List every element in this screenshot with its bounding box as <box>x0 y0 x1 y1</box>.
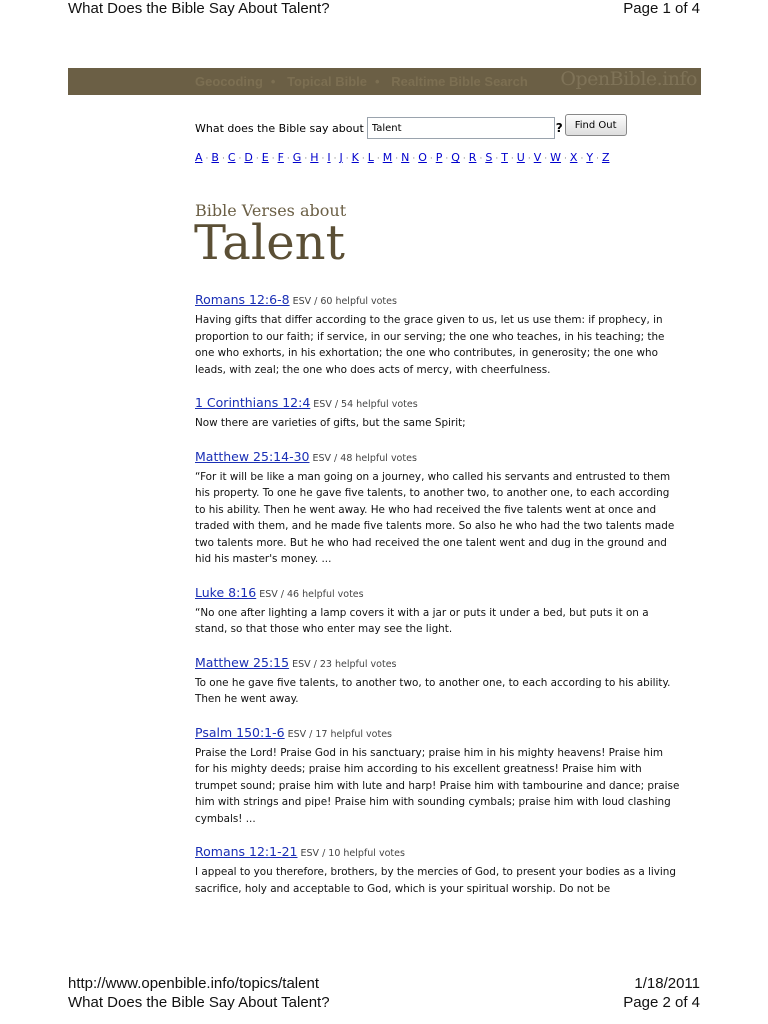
verse-text: To one he gave five talents, to another two, to another one, to each according to his ability. Then he went away. <box>195 676 671 705</box>
verse-header <box>195 655 680 673</box>
alphabet-link-d[interactable]: D <box>244 151 253 164</box>
alphabet-separator: · <box>376 154 380 164</box>
print-footer <box>68 975 700 992</box>
alphabet-separator: · <box>527 154 531 164</box>
search-question-label: What does the Bible say about <box>195 121 364 135</box>
alphabet-separator: · <box>304 154 308 164</box>
site-logo[interactable]: OpenBible.info <box>560 68 697 90</box>
verse-item <box>195 292 680 378</box>
verse-reference-link[interactable]: Psalm 150:1-6 <box>195 724 285 740</box>
nav-link-geocoding[interactable]: Geocoding <box>195 74 263 89</box>
alphabet-separator: · <box>429 154 433 164</box>
verse-item <box>195 449 680 568</box>
alphabet-separator: · <box>321 154 325 164</box>
alphabet-separator: · <box>255 154 259 164</box>
alphabet-separator: · <box>412 154 416 164</box>
verse-list <box>195 292 680 914</box>
verse-votes: ESV / 10 helpful votes <box>300 848 405 859</box>
alphabet-link-p[interactable]: P <box>435 151 443 164</box>
verse-header <box>195 395 680 413</box>
alphabet-link-x[interactable]: X <box>569 151 578 164</box>
verse-votes: ESV / 60 helpful votes <box>292 296 397 307</box>
verse-text: Now there are varieties of gifts, but the same Spirit; <box>195 417 466 429</box>
nav-link-realtime-search[interactable]: Realtime Bible Search <box>391 74 528 89</box>
alphabet-link-g[interactable]: G <box>292 151 302 164</box>
page-title: Talent <box>194 215 345 271</box>
verse-header <box>195 585 680 603</box>
alphabet-link-a[interactable]: A <box>195 151 203 164</box>
verse-text: Having gifts that differ according to the grace given to us, let us use them: if prophecy, in proportion to our faith; if service, in our serving; the one who teaches, in his teaching; the one who exhorts, in his exhortation; the one who contributes, in generosity; the one who leads, with zeal; the one who does acts of mercy, with cheerfulness. <box>195 314 665 376</box>
heading-kicker: Bible Verses about <box>195 201 347 220</box>
alphabet-separator: · <box>580 154 584 164</box>
verse-header <box>195 725 680 743</box>
alphabet-link-z[interactable]: Z <box>601 151 610 164</box>
alphabet-separator: · <box>510 154 514 164</box>
search-form <box>195 117 627 139</box>
nav-link-topical-bible[interactable]: Topical Bible <box>287 74 368 89</box>
verse-votes: ESV / 48 helpful votes <box>312 452 417 464</box>
alphabet-link-r[interactable]: R <box>468 151 477 164</box>
print-footer-title: What Does the Bible Say About Talent? <box>68 994 330 1011</box>
alphabet-link-n[interactable]: N <box>401 151 410 164</box>
verse-header <box>195 449 680 467</box>
alphabet-link-o[interactable]: O <box>418 151 427 164</box>
alphabet-separator: · <box>544 154 548 164</box>
verse-item <box>195 655 680 708</box>
verse-text: I appeal to you therefore, brothers, by the mercies of God, to present your bodies as a living sacrifice, holy and acceptable to God, which is your spiritual worship. Do not be <box>195 866 676 895</box>
print-header-title: What Does the Bible Say About Talent? <box>68 0 330 17</box>
print-footer-url: http://www.openbible.info/topics/talent <box>68 975 319 992</box>
alphabet-link-f[interactable]: F <box>277 151 284 164</box>
print-footer-page: Page 2 of 4 <box>623 994 700 1011</box>
alphabet-separator: · <box>205 154 209 164</box>
verse-votes: ESV / 54 helpful votes <box>313 399 418 410</box>
print-footer-date: 1/18/2011 <box>634 975 700 992</box>
verse-reference-link[interactable]: Matthew 25:14-30 <box>195 448 310 464</box>
alphabet-link-s[interactable]: S <box>485 151 493 164</box>
verse-item <box>195 585 680 638</box>
verse-votes: ESV / 23 helpful votes <box>292 658 397 670</box>
print-header-page: Page 1 of 4 <box>623 0 700 17</box>
site-navbar <box>68 68 701 95</box>
print-footer-second <box>68 994 700 1011</box>
verse-item <box>195 395 680 432</box>
verse-item <box>195 725 680 828</box>
verse-reference-link[interactable]: Matthew 25:15 <box>195 654 290 670</box>
verse-reference-link[interactable]: Romans 12:1-21 <box>195 844 298 859</box>
alphabet-separator: · <box>564 154 567 164</box>
alphabet-separator: · <box>395 154 399 164</box>
alphabet-link-q[interactable]: Q <box>451 151 460 164</box>
alphabet-separator: · <box>462 154 466 164</box>
alphabet-separator: · <box>345 154 349 164</box>
question-mark: ? <box>555 121 563 135</box>
alphabet-link-k[interactable]: K <box>351 151 359 164</box>
verse-header <box>195 844 680 862</box>
alphabet-link-y[interactable]: Y <box>586 151 594 164</box>
verse-votes: ESV / 46 helpful votes <box>259 588 364 600</box>
alphabet-link-h[interactable]: H <box>310 151 319 164</box>
alphabet-separator: · <box>333 154 337 164</box>
alphabet-link-i[interactable]: I <box>327 151 331 164</box>
alphabet-index <box>195 151 609 164</box>
alphabet-separator: · <box>361 154 365 164</box>
verse-votes: ESV / 17 helpful votes <box>287 728 393 740</box>
verse-text: “For it will be like a man going on a journey, who called his servants and entrusted to them his property. To one he gave five talents, to another two, to another one, to each according to his ability. Then he went away. He who had received the five talents went at once and traded with them, and he made five talents more. So also he who had the two talents made two talents more. But he who had received the one talent went and dug in the ground and hid his master's money. ... <box>195 470 675 565</box>
search-input[interactable] <box>367 117 555 139</box>
alphabet-link-c[interactable]: C <box>227 151 236 164</box>
alphabet-link-t[interactable]: T <box>501 151 508 164</box>
verse-reference-link[interactable]: 1 Corinthians 12:4 <box>195 395 311 410</box>
alphabet-separator: · <box>596 154 599 164</box>
nav-links: Geocoding • Topical Bible • Realtime Bible Search <box>195 74 528 89</box>
find-out-button[interactable]: Find Out <box>565 114 627 136</box>
verse-text: Praise the Lord! Praise God in his sanctuary; praise him in his mighty heavens! Praise him for his mighty deeds; praise him according to his excellent greatness! Praise him with trumpet sound; praise him with lute and harp! Praise him with tambourine and dance; praise him with strings and pipe! Praise him with sounding cymbals; praise him with loud clashing cymbals! ... <box>195 746 680 825</box>
verse-item <box>195 844 680 897</box>
verse-header <box>195 292 680 310</box>
verse-reference-link[interactable]: Romans 12:6-8 <box>195 292 290 307</box>
alphabet-separator: · <box>286 154 290 164</box>
alphabet-separator: · <box>445 154 449 164</box>
alphabet-separator: · <box>221 154 225 164</box>
alphabet-link-j[interactable]: J <box>339 151 343 164</box>
alphabet-link-b[interactable]: B <box>211 151 219 164</box>
alphabet-link-m[interactable]: M <box>382 151 393 164</box>
alphabet-link-v[interactable]: V <box>533 151 542 164</box>
alphabet-link-l[interactable]: L <box>367 151 374 164</box>
alphabet-separator: · <box>479 154 483 164</box>
alphabet-link-e[interactable]: E <box>261 151 269 164</box>
alphabet-separator: · <box>271 154 275 164</box>
verse-reference-link[interactable]: Luke 8:16 <box>195 584 257 600</box>
verse-text: “No one after lighting a lamp covers it with a jar or puts it under a bed, but puts it on a stand, so that those who enter may see the light. <box>195 606 649 635</box>
alphabet-separator: · <box>238 154 242 164</box>
alphabet-link-w[interactable]: W <box>550 151 562 164</box>
alphabet-link-u[interactable]: U <box>516 151 525 164</box>
print-header <box>68 0 700 17</box>
alphabet-separator: · <box>495 154 499 164</box>
